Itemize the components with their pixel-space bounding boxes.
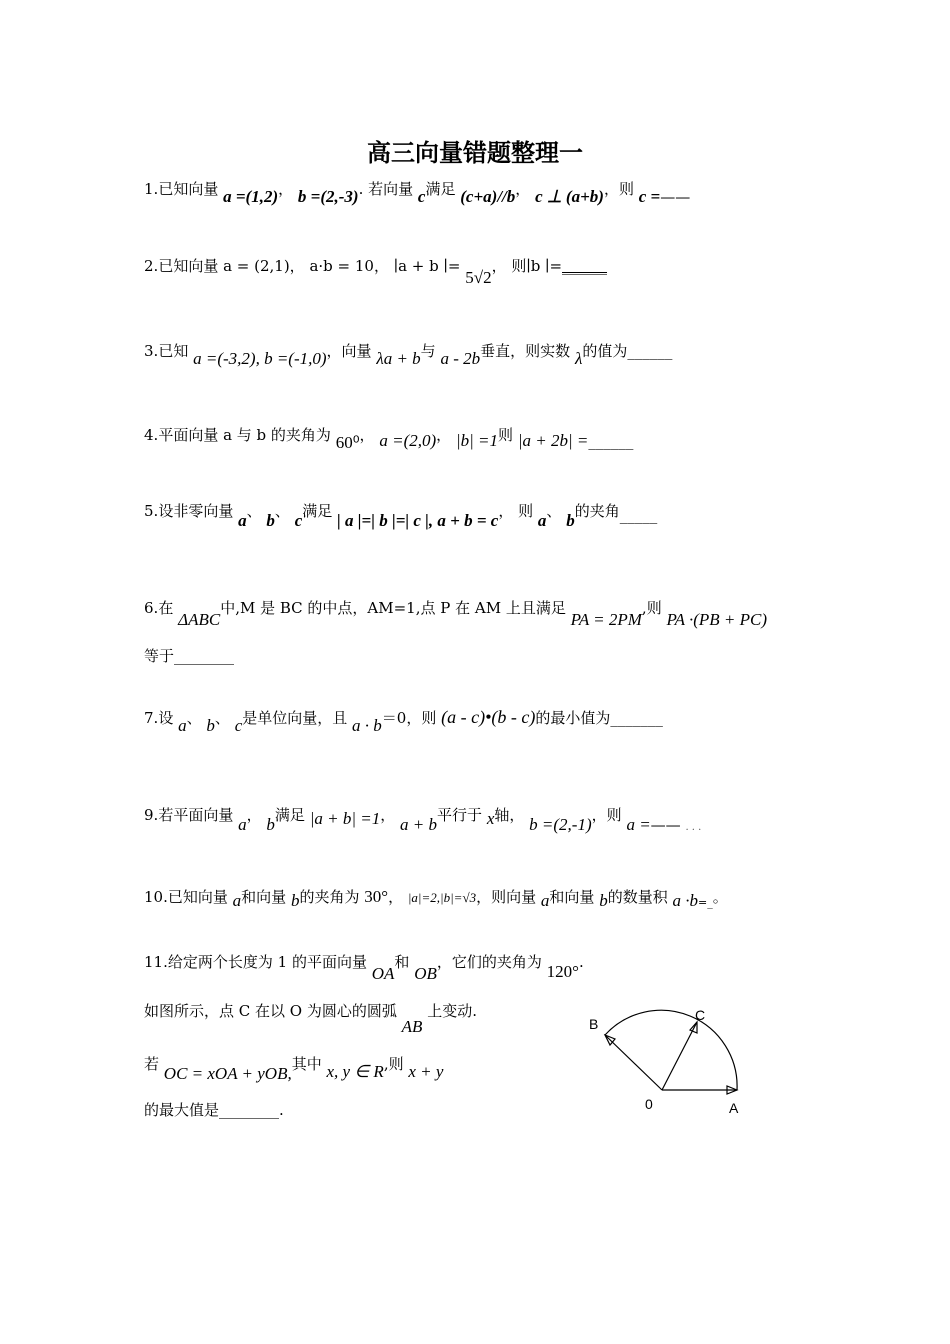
formula: a [238,815,247,834]
text: 和向量 [549,888,595,906]
problem-number: 9. [144,806,159,824]
text: ， [388,888,404,906]
formula: 60⁰ [335,433,360,452]
text: ， [515,180,531,198]
formula: PA ·(PB + PC) [666,610,768,629]
text: ,则 [641,599,662,617]
formula: 120° [546,962,579,981]
text: 的最大值是 [144,1101,220,1119]
problem-number: 10. [144,888,168,906]
text: 已知向量 a = (2,1)， a·b = 10， ∣a + b ∣= [158,257,461,275]
formula: a [178,716,187,735]
formula: b =(2,-1) [529,815,592,834]
problem-6-cont [144,645,234,666]
problem-5 [144,500,658,530]
formula: a =(1,2) [223,187,279,206]
text: ，它们的夹角为 [436,953,542,971]
text: 则 [498,426,514,444]
formula: 30° [364,887,389,906]
text: 平面向量 a 与 b 的夹角为 [158,426,331,444]
problem-7 [144,707,663,735]
problem-9 [144,804,702,834]
formula: a ·b [672,891,698,910]
text: 的最小值为 [535,709,611,727]
text: 上变动. [427,1002,477,1020]
text: 如图所示，点 C 在以 O 为圆心的圆弧 [144,1002,397,1020]
formula: a + b [400,815,438,834]
problem-2 [144,255,608,287]
formula: (a - c)•(b - c) [441,707,536,727]
formula: a · b [352,716,382,735]
label-b: B [589,1016,599,1032]
page-title: 高三向量错题整理一 [367,139,583,167]
formula: | a |=| b |=| c |, a + b = c [337,511,499,530]
answer-blank: _ [707,896,713,909]
text: ，向量 [326,342,372,360]
problem-3 [144,340,673,368]
problem-4 [144,424,634,452]
label-c: C [695,1007,706,1023]
formula: |a|=2,|b|=√3 [407,890,477,905]
arc-vector-diagram [585,1005,745,1120]
problem-number: 2. [144,257,159,275]
problem-number: 5. [144,502,159,520]
answer-blank: —— [660,188,691,206]
text: . [578,953,584,971]
formula: x, y ∈ R [326,1062,384,1081]
problem-number: 7. [144,709,159,727]
text: 给定两个长度为 1 的平面向量 [167,953,367,971]
text: 在 [158,599,174,617]
answer-blank: ______ [627,342,673,360]
text: 满足 [425,180,456,198]
text: 的数量积 [607,888,668,906]
text: 。 [712,888,728,906]
problem-11 [144,951,584,983]
text: . 若向量 [358,180,414,198]
answer-blank: —— [650,816,681,834]
formula: AB [401,1017,423,1036]
label-a: A [729,1100,739,1116]
text: ， [246,806,262,824]
text: = [697,896,708,909]
formula: c ⊥ (a+b) [535,187,604,206]
formula: OB [414,964,437,983]
answer-blank: ________ [174,647,235,665]
text: 已知 [158,342,189,360]
formula: PA = 2PM [570,610,642,629]
text: ， [359,426,375,444]
text: 若平面向量 [158,806,234,824]
answer-blank: ________ [219,1101,280,1119]
formula: c [294,511,303,530]
text: 等于 [144,647,175,665]
text: 若 [144,1055,160,1073]
text: 和向量 [241,888,287,906]
formula: OC = xOA + yOB, [163,1064,292,1083]
text: 垂直，则实数 [480,342,571,360]
formula: |a + b| =1 [309,809,381,828]
formula: b [566,511,575,530]
vector-ob [605,1035,662,1090]
text: ， [278,180,294,198]
formula: ΔABC [178,610,221,629]
text: ， [436,426,452,444]
text: 平行于 [437,806,483,824]
text: 设 [158,709,174,727]
formula: b [599,891,608,910]
text: 轴， [494,806,525,824]
text: ， [380,806,396,824]
text: 满足 [274,806,305,824]
text: . [279,1101,284,1119]
formula: 5√2 [465,268,492,287]
formula: λ [574,349,583,368]
text: 和 [394,953,410,971]
formula: x [486,809,495,828]
formula: |a + 2b| = [517,431,589,450]
text: 、 [274,502,290,520]
text: 、 [186,709,202,727]
text: 、 [214,709,230,727]
formula: c = [638,187,661,206]
formula: a [537,511,547,530]
formula: b [206,716,215,735]
text: 已知向量 [167,888,228,906]
formula: a [232,891,242,910]
formula: a [540,891,550,910]
answer-blank: _____ [619,506,658,524]
problem-1 [144,178,691,206]
label-o: 0 [645,1096,653,1112]
formula: a = [626,815,651,834]
formula: x + y [408,1062,444,1081]
problem-number: 6. [144,599,159,617]
problem-number: 1. [144,180,159,198]
formula: b =(2,-3) [297,187,359,206]
text: . . . [685,822,702,833]
problem-11-line2 [144,1000,477,1036]
formula: λa + b [376,349,421,368]
problem-11-line3 [144,1053,444,1083]
text: ,则 [383,1055,404,1073]
text: ＝0，则 [381,709,437,727]
problem-11-line4 [144,1099,284,1120]
text: 其中 [291,1055,322,1073]
text: 的夹角为 [299,888,360,906]
problem-number: 3. [144,342,159,360]
text: 的值为 [582,342,628,360]
text: ， 则∣b ∣= [491,257,563,275]
text: ，则 [591,806,622,824]
formula: (c+a)//b [460,187,516,206]
text: 、 [546,502,562,520]
formula: b [266,511,275,530]
answer-blank: ______ [588,432,634,450]
text: ，则 [603,180,634,198]
formula: a - 2b [440,349,481,368]
formula: c [234,716,243,735]
formula: OA [371,964,395,983]
formula: |b| =1 [455,431,499,450]
vector-oc [662,1022,697,1090]
problem-6 [144,597,768,629]
formula: c [417,187,426,206]
text: 设非零向量 [158,502,234,520]
problem-10 [144,886,728,910]
answer-blank: ______ [562,257,608,275]
formula: b [266,815,275,834]
text: 、 [246,502,262,520]
problem-number: 4. [144,426,159,444]
arc-ab [605,1010,737,1090]
text: 是单位向量，且 [242,709,348,727]
text: 中,M 是 BC 的中点，AM=1,点 P 在 AM 上且满足 [220,599,566,617]
text: 已知向量 [158,180,219,198]
text: ，则向量 [476,888,537,906]
text: ， 则 [498,502,534,520]
text: 满足 [302,502,333,520]
text: 与 [420,342,436,360]
formula: a =(2,0) [379,431,437,450]
formula: a [238,511,247,530]
text: 的夹角 [574,502,620,520]
problem-number: 11. [144,953,168,971]
formula: a =(-3,2), b =(-1,0) [193,349,327,368]
answer-blank: _______ [610,709,663,727]
formula: b [290,891,300,910]
